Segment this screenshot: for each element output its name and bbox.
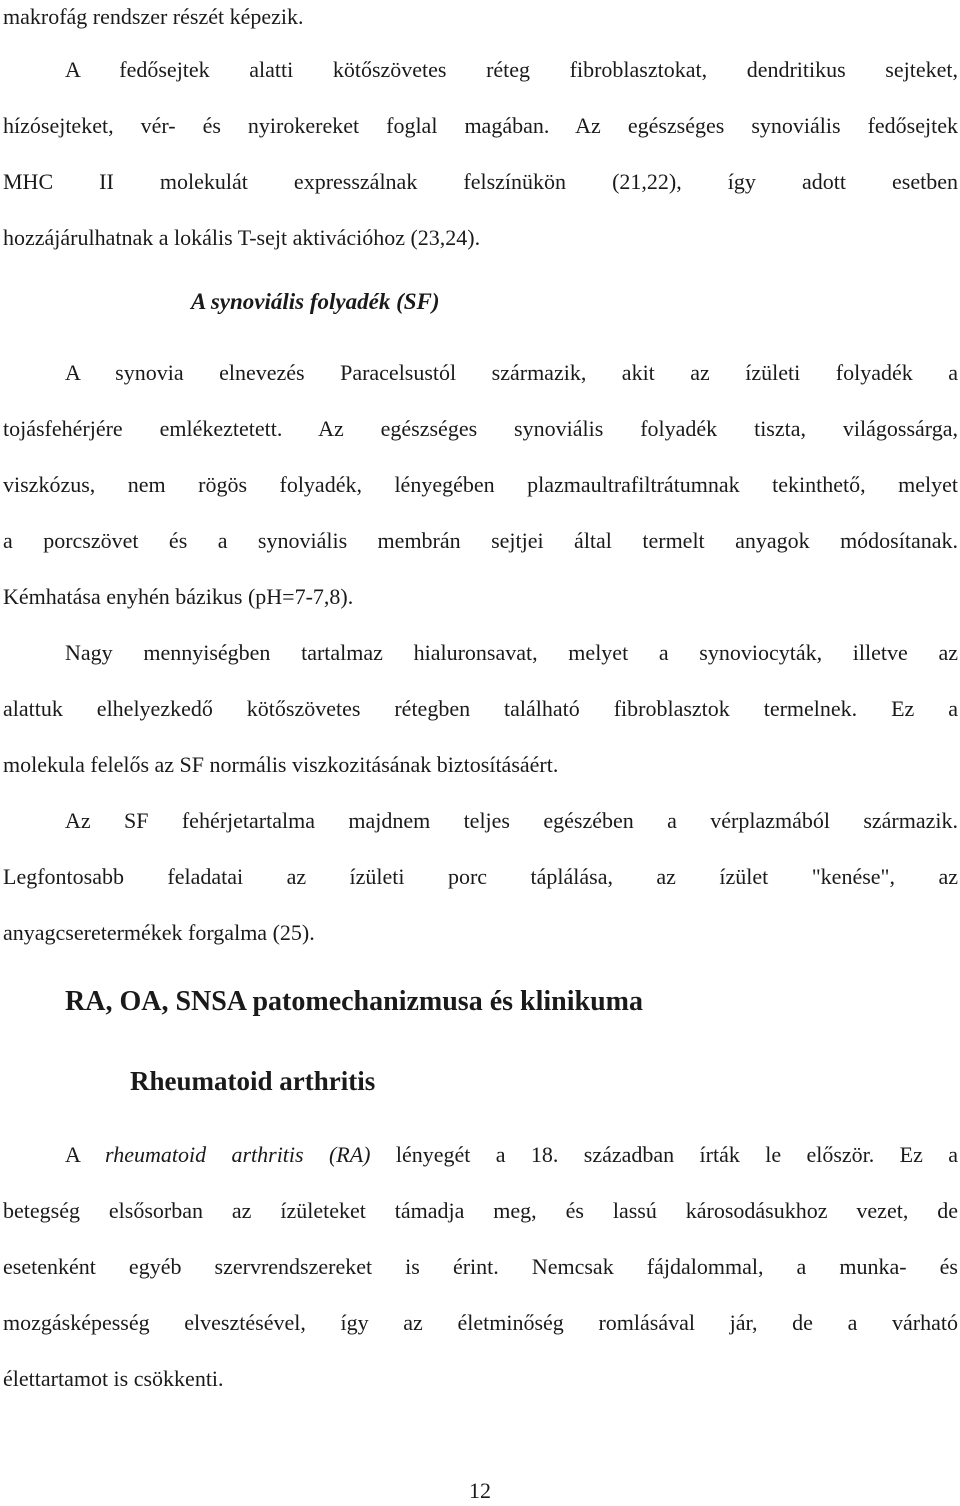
text-line [3,1140,958,1170]
text-line: tojásfehérjére emlékeztetett. Az egészséges synoviális folyadék tiszta, világossárga, [3,416,958,441]
text-line: makrofág rendszer részét képezik. [3,4,304,29]
text-line: Az SF fehérjetartalma majdnem teljes egészében a vérplazmából származik. [65,808,958,833]
text-line: esetenként egyéb szervrendszereket is érint. Nemcsak fájdalommal, a munka- és [3,1254,958,1279]
text-line: élettartamot is csökkenti. [3,1366,224,1391]
text-line: anyagcseretermékek forgalma (25). [3,920,315,945]
text-line: A synovia elnevezés Paracelsustól származik, akit az ízületi folyadék a [65,360,958,385]
page-number: 12 [469,1478,491,1503]
italic-term: rheumatoid arthritis (RA) [105,1142,371,1167]
section-heading: Rheumatoid arthritis [130,1066,376,1096]
text-line: Legfontosabb feladatai az ízületi porc táplálása, az ízület "kenése", az [3,864,958,889]
text-line: hízósejteket, vér- és nyirokereket foglal magában. Az egészséges synoviális fedősejtek [3,113,958,138]
text-line: A fedősejtek alatti kötőszövetes réteg fibroblasztokat, dendritikus sejteket, [65,57,958,82]
text-line: MHC II molekulát expresszálnak felszínükön (21,22), így adott esetben [3,169,958,194]
text-line: mozgásképesség elvesztésével, így az életminőség romlásával jár, de a várható [3,1310,958,1335]
text-line: alattuk elhelyezkedő kötőszövetes rétegben található fibroblasztok termelnek. Ez a [3,696,958,721]
text-line: betegség elsősorban az ízületeket támadja meg, és lassú károsodásukhoz vezet, de [3,1198,958,1223]
text-line: a porcszövet és a synoviális membrán sejtjei által termelt anyagok módosítanak. [3,528,958,553]
text-line: Kémhatása enyhén bázikus (pH=7-7,8). [3,584,354,609]
text-span: lényegét a 18. században írták le először. Ez a [370,1142,958,1167]
text-line: hozzájárulhatnak a lokális T-sejt aktivációhoz (23,24). [3,225,481,250]
text-line: molekula felelős az SF normális viszkozitásának biztosításáért. [3,752,559,777]
document-page [3,0,958,1501]
section-subheading: A synoviális folyadék (SF) [191,289,440,314]
chapter-heading: RA, OA, SNSA patomechanizmusa és klinikuma [65,986,643,1017]
text-line: viszkózus, nem rögös folyadék, lényegében plazmaultrafiltrátumnak tekinthető, melyet [3,472,958,497]
text-span: A [65,1142,106,1167]
text-line: Nagy mennyiségben tartalmaz hialuronsavat, melyet a synoviocyták, illetve az [65,640,958,665]
